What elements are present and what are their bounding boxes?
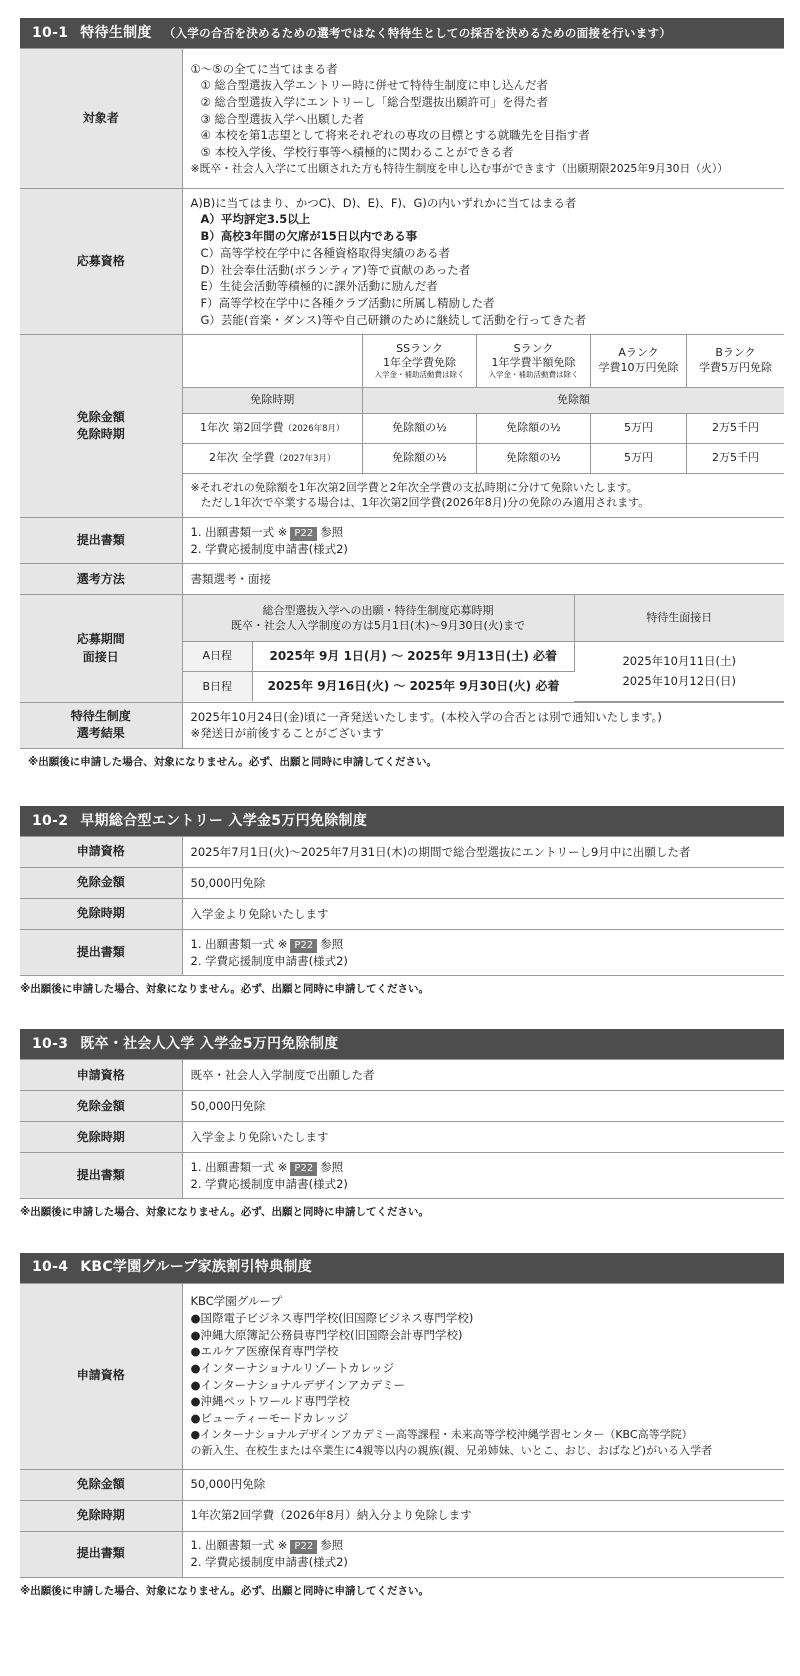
eligibility-line: A）平均評定3.5以上 bbox=[200, 212, 311, 227]
row-schedule bbox=[20, 595, 784, 703]
section-header-10-2 bbox=[20, 806, 784, 836]
row-label: 免除金額 bbox=[20, 1091, 182, 1122]
family-discount-table bbox=[20, 1283, 784, 1578]
row-target bbox=[20, 49, 784, 189]
row-label: 申請資格 bbox=[20, 1283, 182, 1469]
section-subtitle: （入学の合否を決めるための選考ではなく特待生としての採否を決めるための面接を行います） bbox=[163, 25, 672, 40]
target-note: ※既卒・社会人入学にて出願された方も特待生制度を申し込む事ができます（出願期限2025年9月30日（火）） bbox=[190, 161, 729, 175]
fee-notes bbox=[183, 474, 785, 518]
docs-content bbox=[182, 1153, 784, 1199]
eligibility-line: A)B)に当てはまり、かつC)、D)、E)、F)、G)の内いずれかに当てはまる者 bbox=[190, 195, 577, 210]
row-label: 提出書類 bbox=[20, 518, 182, 564]
row-label bbox=[20, 335, 182, 518]
schedule-label: 応募期間 bbox=[76, 632, 125, 647]
amount-header: 免除額 bbox=[363, 387, 785, 413]
school-item: ●ビューティーモードカレッジ bbox=[190, 1411, 349, 1426]
docs-ref-suffix: 参照 bbox=[320, 936, 344, 951]
rank-note: 入学金・補助活動費は除く bbox=[488, 370, 579, 380]
schedule-table bbox=[183, 595, 785, 702]
section-number: 10-1 bbox=[32, 24, 69, 41]
rank-desc: 1年全学費免除 bbox=[383, 355, 456, 369]
schedule-key: B日程 bbox=[183, 671, 253, 701]
row-result bbox=[20, 702, 784, 748]
timing-value: 入学金より免除いたします bbox=[182, 899, 784, 930]
section-footnote: ※出願後に申請した場合、対象になりません。必ず、出願と同時に申請してください。 bbox=[28, 755, 437, 768]
docs-line: 2. 学費応援制度申請書(様式2) bbox=[190, 1176, 348, 1191]
row-label: 免除金額 bbox=[20, 1469, 182, 1500]
eligibility-line: F）高等学校在学中に各種クラブ活動に所属し精励した者 bbox=[200, 295, 495, 310]
docs-line: 2. 学費応援制度申請書(様式2) bbox=[190, 542, 348, 557]
docs-content bbox=[182, 518, 784, 564]
section-footnote: ※出願後に申請した場合、対象になりません。必ず、出願と同時に申請してください。 bbox=[20, 983, 429, 996]
interview-header: 特待生面接日 bbox=[574, 595, 784, 641]
result-label: 特待生制度 bbox=[70, 708, 131, 723]
fee-label: 免除金額 bbox=[76, 409, 125, 424]
row-fee bbox=[20, 335, 784, 518]
docs-line: 2. 学費応援制度申請書(様式2) bbox=[190, 953, 348, 968]
target-line: ④ 本校を第1志望として将来それぞれの専攻の目標とする就職先を目指す者 bbox=[200, 128, 590, 143]
timing-value: 入学金より免除いたします bbox=[182, 1122, 784, 1153]
row-eligibility bbox=[20, 189, 784, 335]
graduate-table bbox=[20, 1059, 784, 1199]
fee-value: 免除額の½ bbox=[363, 443, 477, 473]
rank-a bbox=[591, 335, 687, 387]
docs-line: 1. 出願書類一式 ※ bbox=[190, 1159, 288, 1174]
row-label: 応募資格 bbox=[20, 189, 182, 335]
docs-content bbox=[182, 930, 784, 976]
fee-value: 免除額の½ bbox=[477, 443, 591, 473]
rank-name: SSランク bbox=[396, 341, 443, 355]
section-title: 早期総合型エントリー 入学金5万円免除制度 bbox=[80, 812, 368, 829]
fee-blank-cell bbox=[183, 335, 363, 387]
target-line: ①～⑤の全てに当てはまる者 bbox=[190, 61, 338, 76]
fee-period-label: 免除時期 bbox=[76, 427, 125, 442]
target-line: ⑤ 本校入学後、学校行事等へ積極的に関わることができる者 bbox=[200, 145, 514, 160]
fee-row bbox=[183, 443, 785, 473]
rank-name: Aランク bbox=[618, 346, 659, 360]
early-entry-table bbox=[20, 836, 784, 976]
school-item: ●インターナショナルデザインアカデミー bbox=[190, 1377, 406, 1392]
rank-desc: 学費5万円免除 bbox=[699, 360, 772, 374]
schedule-key: A日程 bbox=[183, 641, 253, 671]
method-value: 書類選考・面接 bbox=[182, 564, 784, 595]
row-label: 申請資格 bbox=[20, 837, 182, 868]
page-ref-badge[interactable]: P22 bbox=[290, 1162, 317, 1176]
row-label: 提出書類 bbox=[20, 1153, 182, 1199]
eligibility-content bbox=[182, 189, 784, 335]
section-header-10-1 bbox=[20, 18, 784, 48]
tokutai-table bbox=[20, 48, 784, 749]
row-label bbox=[20, 595, 182, 703]
result-line: 2025年10月24日(金)頃に一斉発送いたします。(本校入学の合否とは別で通知いたします。) bbox=[190, 709, 662, 724]
fee-row bbox=[183, 413, 785, 443]
rank-name: Sランク bbox=[513, 341, 554, 355]
rank-b bbox=[687, 335, 785, 387]
section-title: KBC学園グループ家族割引特典制度 bbox=[80, 1259, 313, 1276]
eligibility-line: D）社会奉仕活動(ボランティア)等で貢献のあった者 bbox=[200, 262, 471, 277]
interview-dates bbox=[574, 641, 784, 701]
qual-value: 2025年7月1日(火)～2025年7月31日(木)の期間で総合型選抜にエントリーし9月中に出願した者 bbox=[182, 837, 784, 868]
fee-value: 2万5千円 bbox=[687, 413, 785, 443]
section-title: 特待生制度 bbox=[80, 24, 152, 41]
eligibility-line: E）生徒会活動等積極的に課外活動に励んだ者 bbox=[200, 279, 438, 294]
target-line: ① 総合型選抜入学エントリー時に併せて特待生制度に申し込んだ者 bbox=[200, 78, 548, 93]
school-item: ●インターナショナルデザインアカデミー高等課程・未来高等学校沖縄学習センター（KBC高等学院） bbox=[190, 1427, 693, 1441]
amount-value: 50,000円免除 bbox=[182, 868, 784, 899]
fee-value: 免除額の½ bbox=[363, 413, 477, 443]
section-header-10-4 bbox=[20, 1253, 784, 1283]
section-number: 10-2 bbox=[32, 812, 69, 829]
row-label: 免除時期 bbox=[20, 899, 182, 930]
fee-value: 免除額の½ bbox=[477, 413, 591, 443]
fee-note: ※それぞれの免除額を1年次第2回学費と2年次全学費の支払時期に分けて免除いたします。 bbox=[190, 480, 638, 494]
school-item: ●国際電子ビジネス専門学校(旧国際ビジネス専門学校) bbox=[190, 1311, 474, 1326]
rank-desc: 1年学費半額免除 bbox=[491, 355, 576, 369]
school-item: ●エルケア医療保育専門学校 bbox=[190, 1344, 339, 1359]
fee-content bbox=[182, 335, 784, 518]
docs-content bbox=[182, 1531, 784, 1577]
result-content bbox=[182, 702, 784, 748]
schedule-head-line: 既卒・社会人入学制度の方は5月1日(木)～9月30日(火)まで bbox=[230, 619, 526, 633]
amount-value: 50,000円免除 bbox=[182, 1469, 784, 1500]
row-method bbox=[20, 564, 784, 595]
row-label: 提出書類 bbox=[20, 1531, 182, 1577]
school-item: ●沖縄大原簿記公務員専門学校(旧国際会計専門学校) bbox=[190, 1327, 463, 1342]
target-line: ② 総合型選抜入学にエントリーし「総合型選抜出願許可」を得た者 bbox=[200, 95, 548, 109]
schedule-header bbox=[183, 595, 575, 641]
qual-content bbox=[182, 1283, 784, 1469]
target-content bbox=[182, 49, 784, 189]
eligibility-line: B）高校3年間の欠席が15日以内である事 bbox=[200, 229, 418, 244]
page-ref-badge[interactable]: P22 bbox=[290, 527, 317, 541]
row-label: 免除時期 bbox=[20, 1122, 182, 1153]
school-item: ●インターナショナルリゾートカレッジ bbox=[190, 1361, 395, 1376]
qual-line: KBC学園グループ bbox=[190, 1294, 282, 1309]
section-number: 10-4 bbox=[32, 1259, 69, 1276]
rank-ss bbox=[363, 335, 477, 387]
interview-date: 2025年10月12日(日) bbox=[622, 674, 736, 689]
row-label: 免除時期 bbox=[20, 1500, 182, 1531]
school-item: ●沖縄ペットワールド専門学校 bbox=[190, 1394, 350, 1409]
schedule-content bbox=[182, 595, 784, 703]
page-ref-badge[interactable]: P22 bbox=[290, 939, 317, 953]
row-label: 対象者 bbox=[20, 49, 182, 189]
result-label: 選考結果 bbox=[76, 726, 125, 741]
qual-line: の新入生、在校生または卒業生に4親等以内の親族(親、兄弟姉妹、いとこ、おじ、おばなど)がいる入学者 bbox=[190, 1443, 713, 1457]
row-label: 提出書類 bbox=[20, 930, 182, 976]
docs-ref-suffix: 参照 bbox=[320, 1538, 344, 1553]
interview-label: 面接日 bbox=[82, 649, 119, 664]
fee-table bbox=[183, 335, 785, 474]
amount-value: 50,000円免除 bbox=[182, 1091, 784, 1122]
page-ref-badge[interactable]: P22 bbox=[290, 1540, 317, 1554]
row-label: 申請資格 bbox=[20, 1060, 182, 1091]
section-footnote: ※出願後に申請した場合、対象になりません。必ず、出願と同時に申請してください。 bbox=[20, 1584, 429, 1597]
docs-ref-suffix: 参照 bbox=[320, 525, 344, 540]
section-title: 既卒・社会人入学 入学金5万円免除制度 bbox=[80, 1036, 339, 1053]
schedule-dates: 2025年 9月16日(火) ～ 2025年 9月30日(火) 必着 bbox=[267, 678, 560, 693]
row-docs bbox=[20, 518, 784, 564]
timing-value: 1年次第2回学費（2026年8月）納入分より免除します bbox=[182, 1500, 784, 1531]
result-line: ※発送日が前後することがございます bbox=[190, 726, 385, 741]
eligibility-line: G）芸能(音楽・ダンス)等や自己研鑽のために継続して活動を行ってきた者 bbox=[200, 312, 587, 327]
interview-date: 2025年10月11日(土) bbox=[622, 653, 736, 668]
docs-line: 1. 出願書類一式 ※ bbox=[190, 936, 288, 951]
fee-period: 2年次 全学費（2027年3月） bbox=[183, 443, 363, 473]
fee-value: 5万円 bbox=[591, 443, 687, 473]
row-label: 選考方法 bbox=[20, 564, 182, 595]
period-header: 免除時期 bbox=[183, 387, 363, 413]
qual-value: 既卒・社会人入学制度で出願した者 bbox=[182, 1060, 784, 1091]
eligibility-line: C）高等学校在学中に各種資格取得実績のある者 bbox=[200, 245, 451, 260]
rank-desc: 学費10万円免除 bbox=[598, 360, 679, 374]
rank-name: Bランク bbox=[715, 346, 756, 360]
target-line: ③ 総合型選抜入学へ出願した者 bbox=[200, 111, 364, 126]
section-header-10-3 bbox=[20, 1029, 784, 1059]
docs-line: 2. 学費応援制度申請書(様式2) bbox=[190, 1555, 348, 1570]
fee-value: 2万5千円 bbox=[687, 443, 785, 473]
rank-note: 入学金・補助活動費は除く bbox=[374, 370, 465, 380]
fee-value: 5万円 bbox=[591, 413, 687, 443]
rank-s bbox=[477, 335, 591, 387]
row-label bbox=[20, 702, 182, 748]
docs-line: 1. 出願書類一式 ※ bbox=[190, 1538, 288, 1553]
section-number: 10-3 bbox=[32, 1036, 69, 1053]
fee-note: ただし1年次で卒業する場合は、1年次第2回学費(2026年8月)分の免除のみ適用されます。 bbox=[200, 496, 650, 510]
docs-ref-suffix: 参照 bbox=[320, 1159, 344, 1174]
schedule-head-line: 総合型選抜入学への出願・特待生制度応募時期 bbox=[262, 603, 494, 617]
docs-line: 1. 出願書類一式 ※ bbox=[190, 525, 288, 540]
schedule-dates: 2025年 9月 1日(月) ～ 2025年 9月13日(土) 必着 bbox=[253, 641, 575, 671]
fee-period: 1年次 第2回学費（2026年8月） bbox=[183, 413, 363, 443]
section-footnote: ※出願後に申請した場合、対象になりません。必ず、出願と同時に申請してください。 bbox=[20, 1206, 429, 1219]
row-label: 免除金額 bbox=[20, 868, 182, 899]
